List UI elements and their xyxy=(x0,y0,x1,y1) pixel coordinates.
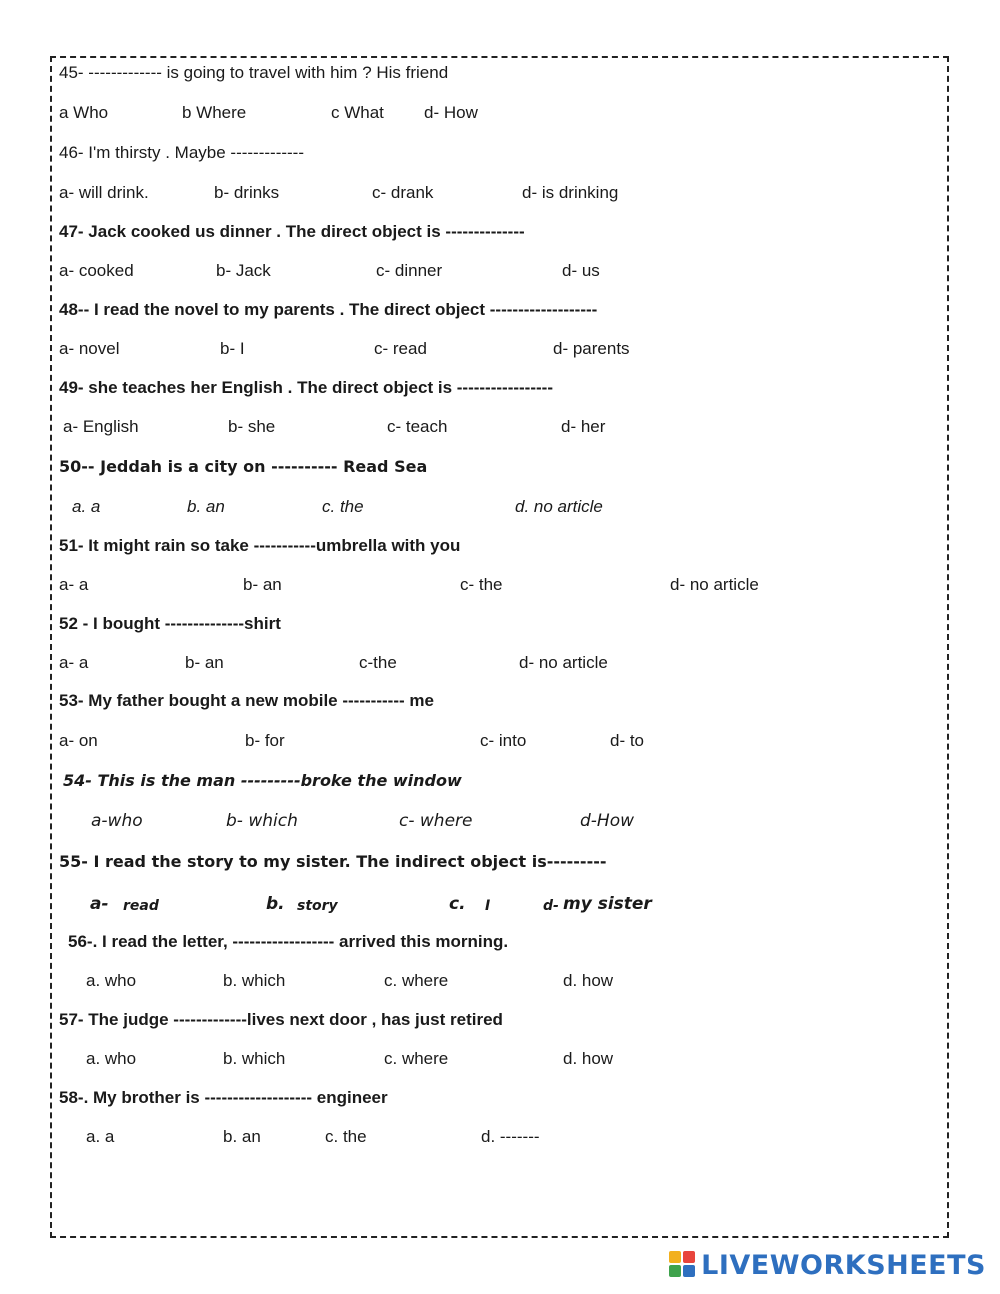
q55-option-b-text[interactable]: story xyxy=(297,898,338,914)
q56-option-d[interactable]: d. how xyxy=(563,971,614,990)
q48-option-b[interactable]: b- I xyxy=(220,339,245,358)
q51-option-a[interactable]: a- a xyxy=(59,575,89,594)
question-53: 53- My father bought a new mobile ----------- me xyxy=(59,691,434,710)
question-54: 54- This is the man ---------broke the window xyxy=(63,771,462,790)
question-46: 46- I'm thirsty . Maybe ------------- xyxy=(59,143,304,162)
q58-option-b[interactable]: b. an xyxy=(223,1127,261,1146)
q55-option-d-letter[interactable]: d- xyxy=(543,898,559,914)
q45-option-a[interactable]: a Who xyxy=(59,103,109,122)
q54-option-a[interactable]: a-who xyxy=(91,811,143,831)
q51-option-c[interactable]: c- the xyxy=(460,575,503,594)
q58-option-d[interactable]: d. ------- xyxy=(481,1127,540,1146)
q54-option-d[interactable]: d-How xyxy=(580,811,635,831)
question-55: 55- I read the story to my sister. The indirect object is--------- xyxy=(59,852,607,871)
q51-option-b[interactable]: b- an xyxy=(243,575,282,594)
logo-text: LIVEWORKSHEETS xyxy=(701,1249,986,1281)
q45-option-d[interactable]: d- How xyxy=(424,103,478,122)
q45-option-b[interactable]: b Where xyxy=(182,103,247,122)
q48-option-a[interactable]: a- novel xyxy=(59,339,120,358)
question-57: 57- The judge -------------lives next door , has just retired xyxy=(59,1010,503,1029)
q57-option-d[interactable]: d. how xyxy=(563,1049,614,1068)
q50-option-d[interactable]: d. no article xyxy=(515,497,603,516)
q49-option-d[interactable]: d- her xyxy=(561,417,606,436)
q48-option-c[interactable]: c- read xyxy=(374,339,427,358)
q50-option-c[interactable]: c. the xyxy=(322,497,364,516)
q53-option-d[interactable]: d- to xyxy=(610,731,645,750)
question-50: 50-- Jeddah is a city on ---------- Read Sea xyxy=(59,457,428,476)
q57-option-a[interactable]: a. who xyxy=(86,1049,137,1068)
q56-option-b[interactable]: b. which xyxy=(223,971,286,990)
q51-option-d[interactable]: d- no article xyxy=(670,575,759,594)
question-52: 52 - I bought --------------shirt xyxy=(59,614,281,633)
q54-option-b[interactable]: b- which xyxy=(226,811,298,831)
q45-option-c[interactable]: c What xyxy=(331,103,384,122)
q52-option-a[interactable]: a- a xyxy=(59,653,89,672)
q46-option-a[interactable]: a- will drink. xyxy=(59,183,149,202)
q47-option-c[interactable]: c- dinner xyxy=(376,261,443,280)
q58-option-c[interactable]: c. the xyxy=(325,1127,367,1146)
liveworksheets-logo-icon xyxy=(669,1251,697,1279)
q53-option-b[interactable]: b- for xyxy=(245,731,285,750)
q55-option-c-text[interactable]: I xyxy=(485,898,491,914)
q47-option-b[interactable]: b- Jack xyxy=(216,261,271,280)
q49-option-b[interactable]: b- she xyxy=(228,417,276,436)
q47-option-a[interactable]: a- cooked xyxy=(59,261,134,280)
q55-option-b-letter[interactable]: b. xyxy=(266,894,285,914)
q52-option-d[interactable]: d- no article xyxy=(519,653,608,672)
question-58: 58-. My brother is ------------------- engineer xyxy=(59,1088,388,1107)
q57-option-b[interactable]: b. which xyxy=(223,1049,286,1068)
q46-option-d[interactable]: d- is drinking xyxy=(522,183,619,202)
question-56: 56-. I read the letter, ------------------ arrived this morning. xyxy=(68,932,509,951)
q55-option-d-text[interactable]: my sister xyxy=(563,894,652,914)
q55-option-a-letter[interactable]: a- xyxy=(90,894,109,914)
q53-option-c[interactable]: c- into xyxy=(480,731,527,750)
q54-option-c[interactable]: c- where xyxy=(399,811,473,831)
liveworksheets-logo[interactable] xyxy=(669,1250,986,1280)
q49-option-c[interactable]: c- teach xyxy=(387,417,448,436)
question-45: 45- ------------- is going to travel with him ? His friend xyxy=(59,63,449,82)
q52-option-c[interactable]: c-the xyxy=(359,653,397,672)
q46-option-b[interactable]: b- drinks xyxy=(214,183,280,202)
q52-option-b[interactable]: b- an xyxy=(185,653,224,672)
q48-option-d[interactable]: d- parents xyxy=(553,339,630,358)
question-48: 48-- I read the novel to my parents . The direct object ------------------- xyxy=(59,300,598,319)
q55-option-c-letter[interactable]: c. xyxy=(449,894,466,914)
q55-option-a-text[interactable]: read xyxy=(123,898,159,914)
q50-option-b[interactable]: b. an xyxy=(187,497,225,516)
q46-option-c[interactable]: c- drank xyxy=(372,183,434,202)
q57-option-c[interactable]: c. where xyxy=(384,1049,449,1068)
q53-option-a[interactable]: a- on xyxy=(59,731,98,750)
q47-option-d[interactable]: d- us xyxy=(562,261,600,280)
question-49: 49- she teaches her English . The direct object is ----------------- xyxy=(59,378,553,397)
q56-option-a[interactable]: a. who xyxy=(86,971,137,990)
question-47: 47- Jack cooked us dinner . The direct object is -------------- xyxy=(59,222,525,241)
q58-option-a[interactable]: a. a xyxy=(86,1127,115,1146)
q50-option-a[interactable]: a. a xyxy=(72,497,101,516)
question-51: 51- It might rain so take -----------umbrella with you xyxy=(59,536,461,555)
q49-option-a[interactable]: a- English xyxy=(63,417,139,436)
q56-option-c[interactable]: c. where xyxy=(384,971,449,990)
